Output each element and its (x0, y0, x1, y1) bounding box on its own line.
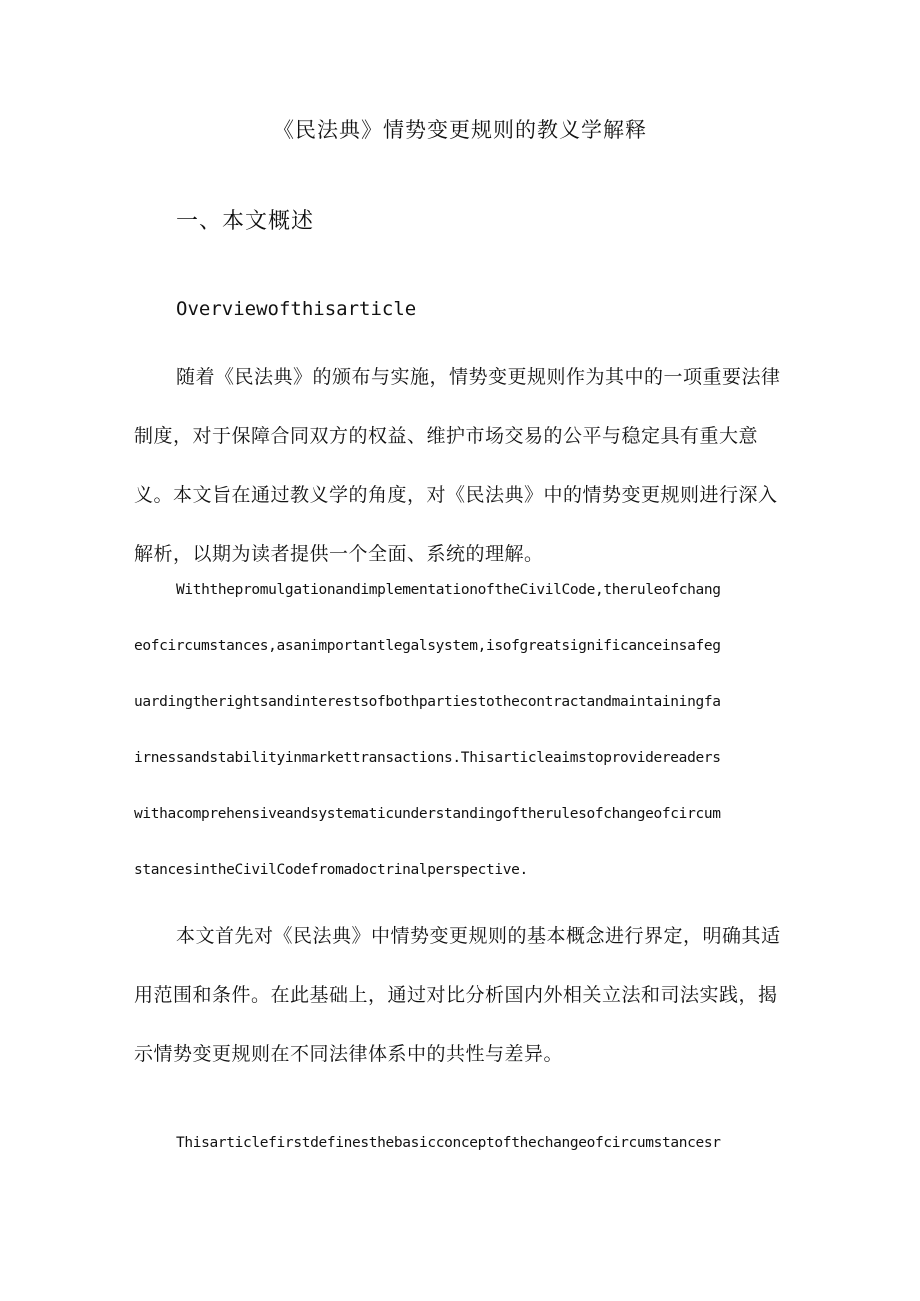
paragraph-english-1-line: withacomprehensiveandsystematicunderstandingoftherulesofchangeofcircum (134, 806, 721, 822)
document-title: 《民法典》情势变更规则的教义学解释 (273, 118, 647, 142)
paragraph-chinese-2: 本文首先对《民法典》中情势变更规则的基本概念进行界定，明确其适用范围和条件。在此基础上，通过对比分析国内外相关立法和司法实践，揭示情势变更规则在不同法律体系中的共性与差异。 (134, 925, 781, 1065)
paragraph-chinese-1: 随着《民法典》的颁布与实施，情势变更规则作为其中的一项重要法律制度，对于保障合同双方的权益、维护市场交易的公平与稳定具有重大意义。本文旨在通过教义学的角度，对《民法典》中的情势变更规则进行深入解析，以期为读者提供一个全面、系统的理解。 (134, 366, 781, 565)
paragraph-english-1-line: irnessandstabilityinmarkettransactions.Thisarticleaimstoprovidereaders (134, 750, 721, 766)
paragraph-english-2-line: Thisarticlefirstdefinesthebasicconceptofthechangeofcircumstancesr (176, 1135, 721, 1151)
section-heading: 一、本文概述 (176, 209, 315, 234)
paragraph-english-1-line: stancesintheCivilCodefromadoctrinalperspective. (134, 862, 528, 878)
section-heading-english: Overviewofthisarticle (176, 298, 417, 320)
paragraph-english-1-line: uardingtherightsandinterestsofbothpartiestothecontractandmaintainingfa (134, 694, 721, 710)
paragraph-english-1-line: eofcircumstances,asanimportantlegalsystem,isofgreatsignificanceinsafeg (134, 638, 721, 654)
paragraph-english-1-line: WiththepromulgationandimplementationoftheCivilCode,theruleofchang (176, 582, 721, 598)
